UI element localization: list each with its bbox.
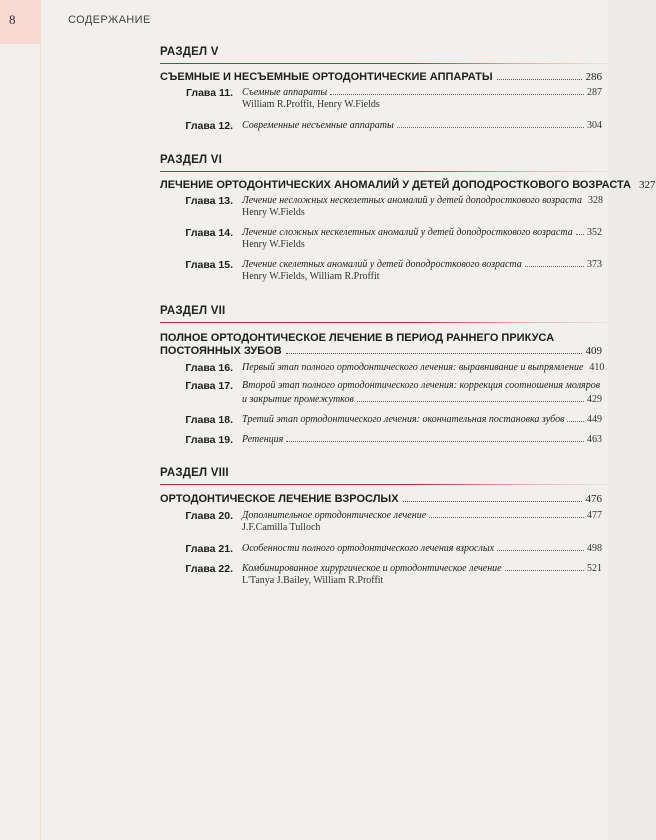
section-heading: РАЗДЕЛ VIII — [160, 467, 229, 479]
chapter-title: Первый этап полного ортодонтического лечения: выравнивание и выпрямление — [242, 362, 584, 373]
part-title: СЪЕМНЫЕ И НЕСЪЕМНЫЕ ОРТОДОНТИЧЕСКИЕ АППАРАТЫ — [160, 71, 493, 83]
part-title-line2: ПОСТОЯННЫХ ЗУБОВ — [160, 345, 282, 357]
dot-leader — [286, 353, 582, 354]
chapter-entry[interactable] — [160, 543, 602, 555]
part-entry-title[interactable] — [160, 331, 602, 345]
dot-leader — [330, 94, 584, 95]
chapter-entry[interactable] — [160, 195, 602, 219]
part-page: 286 — [585, 71, 602, 83]
chapter-entry[interactable] — [160, 434, 602, 446]
dot-leader — [397, 127, 584, 128]
chapter-title-line2: и закрытие промежутков — [242, 394, 354, 405]
chapter-authors: Henry W.Fields, William R.Proffit — [242, 271, 380, 282]
chapter-label: Глава 18. — [185, 414, 233, 426]
chapter-page: 410 — [589, 362, 605, 373]
chapter-title: Лечение сложных нескелетных аномалий у детей доподросткового возраста — [242, 227, 573, 238]
dot-leader — [497, 550, 584, 551]
chapter-label: Глава 13. — [185, 195, 233, 207]
section-heading: РАЗДЕЛ VI — [160, 154, 222, 166]
chapter-entry[interactable] — [160, 227, 602, 251]
chapter-page: 352 — [587, 227, 602, 238]
chapter-label: Глава 16. — [185, 362, 233, 374]
chapter-title: Особенности полного ортодонтического лечения взрослых — [242, 543, 495, 554]
dot-leader — [497, 79, 582, 80]
chapter-label: Глава 12. — [185, 120, 233, 132]
page-corner-tab — [0, 0, 40, 44]
chapter-label: Глава 17. — [185, 380, 233, 392]
chapter-page: 373 — [587, 259, 602, 270]
chapter-entry[interactable] — [160, 510, 602, 534]
chapter-label: Глава 11. — [185, 87, 233, 99]
page-number: 8 — [9, 12, 16, 27]
dot-leader — [505, 570, 584, 571]
running-title: СОДЕРЖАНИЕ — [68, 14, 151, 26]
chapter-authors: Henry W.Fields — [242, 207, 305, 218]
section-heading: РАЗДЕЛ VII — [160, 305, 226, 317]
chapter-page: 304 — [587, 120, 602, 131]
section-v — [160, 46, 608, 132]
chapter-page: 463 — [587, 434, 602, 445]
part-page: 327 — [639, 179, 656, 191]
chapter-authors: L'Tanya J.Bailey, William R.Proffit — [242, 575, 384, 586]
chapter-page: 328 — [587, 195, 603, 206]
part-entry[interactable] — [160, 179, 656, 191]
chapter-title-line1: Второй этап полного ортодонтического лечения: коррекция соотношения моляров — [242, 380, 601, 391]
chapter-entry[interactable] — [160, 362, 605, 374]
part-entry[interactable] — [160, 345, 602, 357]
chapter-entry[interactable] — [160, 380, 602, 404]
chapter-page: 287 — [587, 87, 602, 98]
section-rule — [160, 484, 608, 485]
chapter-title: Комбинированное хирургическое и ортодонтическое лечение — [242, 563, 502, 574]
chapter-label: Глава 20. — [185, 510, 233, 522]
chapter-page: 429 — [587, 394, 602, 405]
chapter-page: 477 — [587, 510, 602, 521]
dot-leader — [576, 234, 584, 235]
chapter-authors: Henry W.Fields — [242, 239, 305, 250]
dot-leader — [567, 421, 584, 422]
part-title: ОРТОДОНТИЧЕСКОЕ ЛЕЧЕНИЕ ВЗРОСЛЫХ — [160, 493, 399, 505]
chapter-entry[interactable] — [160, 259, 602, 283]
chapter-title: Ретенция — [242, 434, 284, 445]
part-page: 476 — [585, 493, 602, 505]
part-entry[interactable] — [160, 71, 602, 83]
chapter-entry[interactable] — [160, 563, 602, 587]
chapter-label: Глава 22. — [185, 563, 233, 575]
chapter-label: Глава 19. — [185, 434, 233, 446]
section-viii — [160, 467, 608, 586]
chapter-title: Современные несъемные аппараты — [242, 120, 394, 131]
chapter-title: Дополнительное ортодонтическое лечение — [242, 510, 427, 521]
chapter-label: Глава 21. — [185, 543, 233, 555]
chapter-page: 521 — [587, 563, 602, 574]
section-vi — [160, 154, 656, 282]
margin-rule — [40, 0, 41, 840]
dot-leader — [286, 441, 584, 442]
chapter-title: Съемные аппараты — [242, 87, 328, 98]
chapter-page: 449 — [587, 414, 602, 425]
chapter-title: Лечение скелетных аномалий у детей доподросткового возраста — [242, 259, 522, 270]
section-rule — [160, 171, 608, 172]
chapter-authors: William R.Proffit, Henry W.Fields — [242, 99, 380, 110]
dot-leader — [525, 266, 584, 267]
chapter-entry[interactable] — [160, 120, 602, 132]
chapter-page: 498 — [587, 543, 602, 554]
section-vii — [160, 305, 608, 446]
chapter-title: Третий этап ортодонтического лечения: окончательная постановка зубов — [242, 414, 565, 425]
part-title: ЛЕЧЕНИЕ ОРТОДОНТИЧЕСКИХ АНОМАЛИЙ У ДЕТЕЙ ДОПОДРОСТКОВОГО ВОЗРАСТА — [160, 179, 631, 191]
dot-leader — [357, 401, 584, 402]
dot-leader — [429, 517, 584, 518]
section-rule — [160, 322, 608, 323]
section-heading: РАЗДЕЛ V — [160, 46, 219, 58]
chapter-title: Лечение несложных нескелетных аномалий у детей доподросткового возраста — [242, 195, 582, 206]
chapter-entry[interactable] — [160, 87, 602, 111]
part-entry[interactable] — [160, 493, 602, 505]
chapter-entry[interactable] — [160, 414, 602, 426]
section-rule — [160, 63, 608, 64]
chapter-label: Глава 14. — [185, 227, 233, 239]
part-page: 409 — [585, 345, 602, 357]
dot-leader — [403, 501, 582, 502]
part-title-line1: ПОЛНОЕ ОРТОДОНТИЧЕСКОЕ ЛЕЧЕНИЕ В ПЕРИОД РАННЕГО ПРИКУСА — [160, 332, 555, 344]
chapter-authors: J.F.Camilla Tulloch — [242, 522, 321, 533]
chapter-label: Глава 15. — [185, 259, 233, 271]
